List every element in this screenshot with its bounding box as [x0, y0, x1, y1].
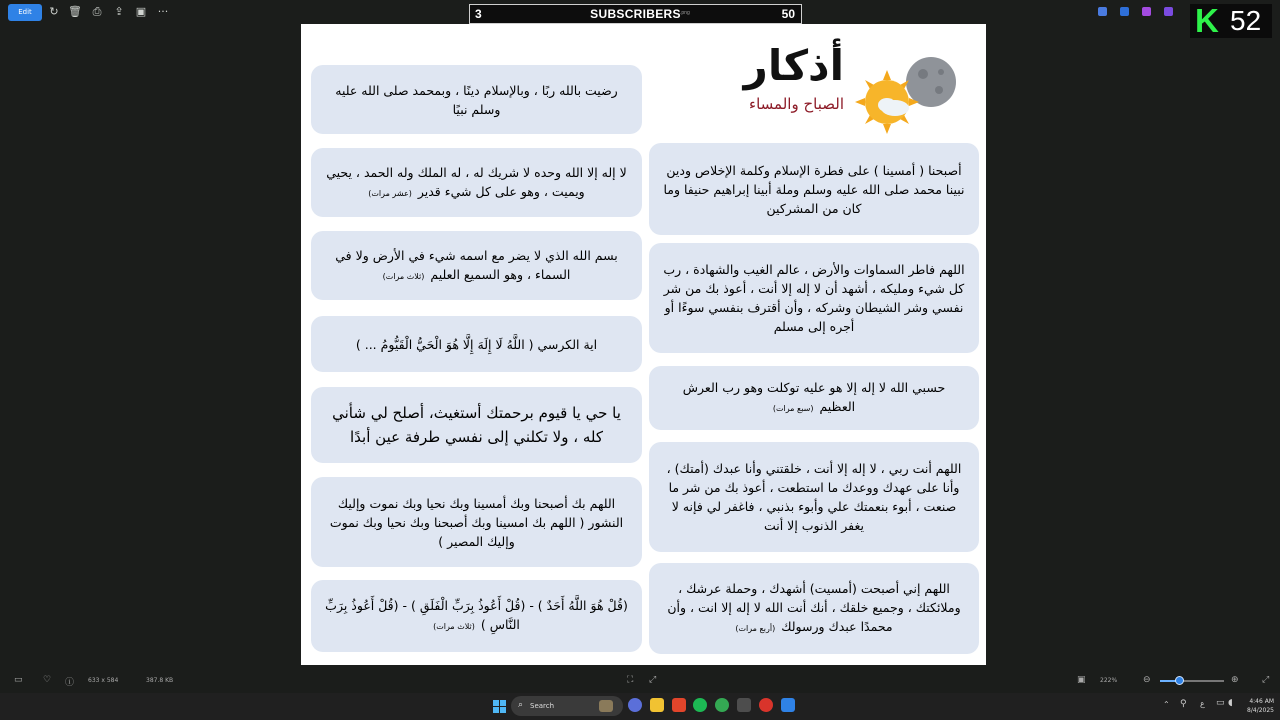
copilot-icon[interactable] — [628, 698, 642, 712]
left-count: 3 — [475, 7, 482, 21]
network-icon[interactable]: ▭ — [1216, 698, 1225, 708]
dhikr-card — [649, 442, 979, 552]
viewer-statusbar — [0, 671, 1280, 691]
image-dimensions: 633 x 584 — [88, 677, 119, 684]
repeat-note: (ثلاث مرات) — [433, 622, 475, 631]
expand-icon[interactable]: ⤢ — [1262, 675, 1270, 685]
taskbar-search[interactable] — [511, 696, 623, 716]
rotate-icon[interactable]: ↻ — [49, 5, 59, 18]
dhikr-card — [649, 143, 979, 235]
repeat-note: (عشر مرات) — [368, 188, 412, 198]
share-icon[interactable]: ⇪ — [114, 5, 124, 18]
zoom-out-icon[interactable]: ⊖ — [1143, 675, 1151, 685]
file-ext-label: .png — [680, 10, 690, 16]
fit-screen-icon[interactable]: ⛶ — [627, 675, 634, 685]
location-icon[interactable]: ⚲ — [1180, 699, 1187, 709]
app-tray-icon-2[interactable] — [1120, 7, 1129, 16]
file-explorer-icon[interactable] — [650, 698, 664, 712]
document-image — [301, 24, 986, 665]
dhikr-text: لا إله إلا الله وحده لا شريك له ، له الملك وله الحمد ، يحيي ويميت ، وهو على كل شيء قدير — [326, 164, 627, 199]
logo-subtitle: الصباح والمساء — [749, 95, 844, 113]
dhikr-card — [649, 366, 979, 430]
actual-size-icon[interactable]: ▣ — [1077, 675, 1086, 685]
subscriber-title: SUBSCRIBERS — [590, 7, 681, 21]
dhikr-text: (قُلْ هُوَ اللَّهُ أَحَدٌ ) - (قُلْ أَعُوذُ بِرَبِّ الْفَلَقِ ) - (قُلْ أَعُوذُ بِرَبِّ النَّاسِ ) — [325, 598, 628, 632]
print-icon[interactable]: ⎙ — [92, 5, 102, 18]
photos-app-icon[interactable] — [781, 698, 795, 712]
dhikr-card — [311, 316, 642, 372]
dhikr-card — [311, 477, 642, 567]
dhikr-card — [311, 387, 642, 463]
windows-start-icon[interactable] — [493, 700, 506, 713]
terminal-icon[interactable] — [737, 698, 751, 712]
dhikr-card — [311, 580, 642, 652]
subscriber-counter-bar — [469, 4, 802, 24]
sun-moon-icon — [849, 48, 961, 134]
search-label: Search — [530, 702, 555, 710]
search-icon: ⌕ — [518, 700, 524, 710]
edit-button[interactable] — [8, 4, 42, 21]
info-icon[interactable]: ▣ — [135, 5, 147, 18]
clock-time: 4:46 AM — [1249, 698, 1274, 705]
language-icon[interactable]: ع — [1200, 699, 1205, 708]
more-options-button[interactable]: ··· — [157, 5, 169, 18]
dhikr-text: رضيت بالله ربًا ، وبالإسلام دينًا ، وبمحمد صلى الله عليه وسلم نبيًا — [335, 82, 618, 117]
volume-icon[interactable]: ◖ — [1228, 698, 1233, 708]
search-highlight-icon — [599, 700, 613, 712]
dhikr-text: اللهم بك أصبحنا وبك أمسينا وبك نحيا وبك نموت وإليك النشور ( اللهم بك امسينا وبك أصبحنا وبك نحيا وبك نموت وإليك المصير ) — [329, 495, 624, 549]
kick-logo: K — [1195, 2, 1219, 39]
dhikr-text: بسم الله الذي لا يضر مع اسمه شيء في الأرض ولا في السماء ، وهو السميع العليم — [335, 247, 618, 282]
brave-browser-icon[interactable] — [672, 698, 686, 712]
taskbar-clock[interactable] — [1230, 697, 1274, 715]
dhikr-text: يا حي يا قيوم برحمتك أستغيث، أصلح لي شأني كله ، ولا تكلني إلى نفسي طرفة عين أبدًا — [332, 404, 621, 446]
dhikr-text: اللهم أنت ربي ، لا إله إلا أنت ، خلقتني وأنا عبدك (أمتك) ، وأنا على عهدك ووعدك ما استطعت ، أعوذ بك من شر ما صنعت ، أبوء بنعمتك علي وأبوء بذنبي ، فاغفر لي فإنه لا يغفر الذنوب إلا أنت — [666, 461, 962, 533]
kick-count: 52 — [1230, 5, 1262, 36]
clock-date: 8/4/2025 — [1247, 707, 1274, 714]
repeat-note: (أربع مرات) — [735, 624, 776, 633]
dhikr-text: أصبحنا ( أمسينا ) على فطرة الإسلام وكلمة الإخلاص ودين نبينا محمد صلى الله عليه وسلم وملة أبينا إبراهيم حنيفا وما كان من المشركين — [663, 162, 965, 216]
right-count: 50 — [781, 7, 795, 21]
info-circle-icon[interactable]: ⓘ — [65, 678, 75, 688]
dhikr-text: اللهم إني أصبحت (أمسيت) أشهدك ، وحملة عرشك ، وملائكتك ، وجميع خلقك ، أنك أنت الله لا إله إلا انت ، وأن محمدًا عبدك ورسولك — [667, 581, 961, 634]
app-tray-icon-3[interactable] — [1142, 7, 1151, 16]
zoom-in-icon[interactable]: ⊕ — [1231, 675, 1239, 685]
file-size: 387.8 KB — [146, 677, 174, 684]
zoom-level[interactable]: 222% — [1100, 677, 1118, 684]
azkar-logo — [699, 38, 961, 134]
dhikr-card — [311, 65, 642, 134]
edit-label: Edit — [18, 8, 32, 16]
chrome-icon[interactable] — [715, 698, 729, 712]
repeat-note: (ثلاث مرات) — [382, 271, 425, 281]
app-tray-icon-4[interactable] — [1164, 7, 1173, 16]
chevron-up-icon[interactable]: ⌃ — [1163, 700, 1170, 709]
dhikr-text: اللهم فاطر السماوات والأرض ، عالم الغيب والشهادة ، رب كل شيء ومليكه ، أشهد أن لا إله إلا أنت ، أعوذ بك من شر نفسي وشر الشيطان وشركه ، وأن أقترف بنفسي سوءًا أو أجره إلى مسلم — [663, 262, 965, 334]
logo-title: أذكار — [743, 41, 844, 90]
app-icon[interactable] — [759, 698, 773, 712]
spotify-icon[interactable] — [693, 698, 707, 712]
dhikr-text: اية الكرسي ( اللَّهُ لَا إِلَهَ إِلَّا هُوَ الْحَيُّ الْقَيُّومُ ... ) — [355, 336, 598, 352]
app-tray-icon-1[interactable] — [1098, 7, 1107, 16]
taskbar — [0, 693, 1280, 720]
dhikr-card — [649, 563, 979, 654]
delete-icon[interactable]: 🗑 — [68, 5, 82, 18]
filmstrip-icon[interactable]: ▭ — [14, 675, 23, 685]
dhikr-text: حسبي الله لا إله إلا هو عليه توكلت وهو رب العرش العظيم — [682, 380, 946, 414]
dhikr-card — [649, 243, 979, 353]
favorite-icon[interactable]: ♡ — [43, 675, 52, 685]
dhikr-card — [311, 231, 642, 300]
zoom-slider[interactable] — [1160, 680, 1224, 682]
fullscreen-icon[interactable]: ⤢ — [649, 675, 657, 685]
dhikr-card — [311, 148, 642, 217]
repeat-note: (سبع مرات) — [772, 404, 814, 413]
